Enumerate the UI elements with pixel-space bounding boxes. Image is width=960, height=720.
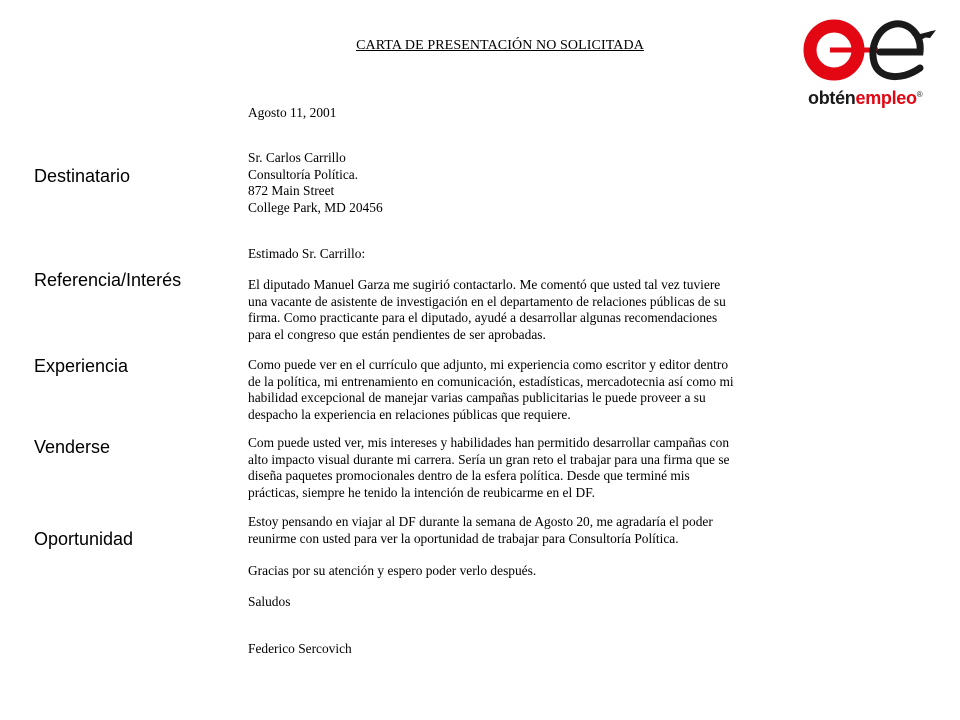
address-line: Sr. Carlos Carrillo — [248, 150, 346, 165]
recipient-address — [248, 150, 383, 216]
address-line: Consultoría Política. — [248, 166, 359, 182]
thanks-line: Gracias por su atención y espero poder verlo después. — [248, 563, 537, 578]
logo-wordmark: obténempleo® — [808, 88, 923, 108]
letter-title: CARTA DE PRESENTACIÓN NO SOLICITADA — [356, 38, 644, 53]
address-line: College Park, MD 20456 — [248, 199, 383, 215]
letter-date: Agosto 11, 2001 — [248, 105, 337, 120]
label-reference: Referencia/Interés — [34, 270, 182, 290]
obtenempleo-logo[interactable] — [800, 12, 948, 112]
paragraph-opportunity: Estoy pensando en viajar al DF durante la semana de Agosto 20, me agradaría el poder reunirme con usted para ver la oportunidad de trabajar para Consultoría Política. — [248, 514, 713, 546]
address-line: 872 Main Street — [248, 183, 335, 198]
closing: Saludos — [248, 594, 291, 609]
oe-mark-icon — [800, 12, 948, 88]
label-recipient: Destinatario — [34, 166, 131, 186]
paragraph-experience: Como puede ver en el currículo que adjunto, mi experiencia como escritor y editor dentro de la política, mi entrenamiento en comunicación, estadísticas, mercadotecnia así como mi habilidad excepcional de manejar varias campañas publicitarias le puede proveer a su despacho la experiencia en relaciones públicas que requiere. — [248, 357, 734, 422]
paragraph-selling: Com puede usted ver, mis intereses y habilidades han permitido desarrollar campañas con alto impacto visual durante mi carrera. Sería un gran reto el trabajar para una firma que se diseña paquetes promocionales dentro de la esfera política. Desde que terminé mis prácticas, siempre he tenido la intención de reubicarme en el DF. — [248, 435, 730, 500]
label-selling: Venderse — [34, 437, 111, 457]
signature: Federico Sercovich — [248, 641, 352, 656]
label-experience: Experiencia — [34, 356, 129, 376]
paragraph-reference: El diputado Manuel Garza me sugirió contactarlo. Me comentó que usted tal vez tuviere una vacante de asistente de investigación en el departamento de relaciones públicas de su firma. Como practicante para el diputado, ayudé a desarrollar algunas recomendaciones para el congreso que están pendientes de ser aprobadas. — [248, 277, 726, 342]
label-opportunity: Oportunidad — [34, 529, 134, 549]
salutation: Estimado Sr. Carrillo: — [248, 246, 366, 261]
